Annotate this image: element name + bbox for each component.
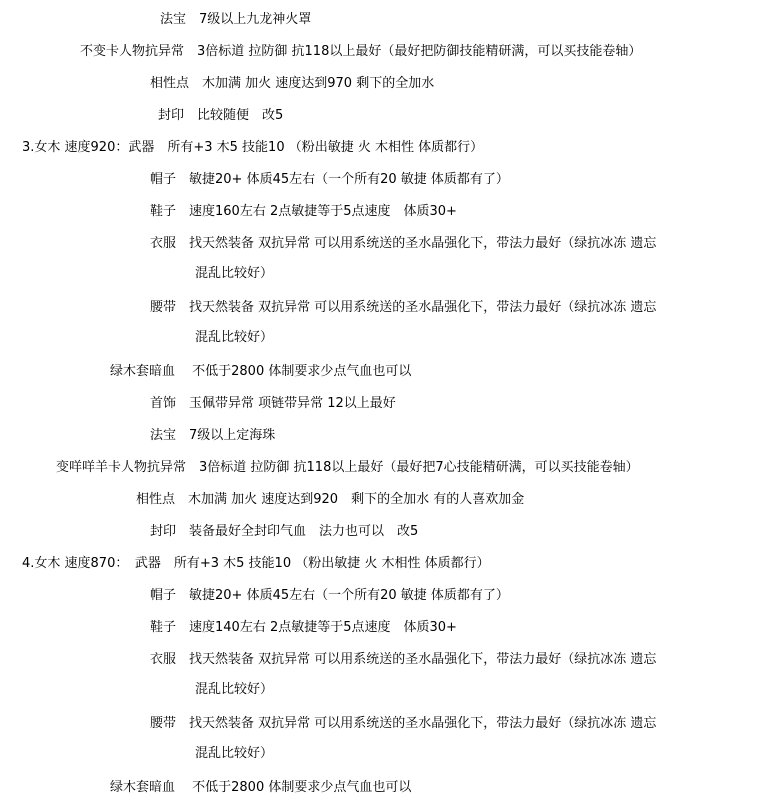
section-heading: 4.女木 速度870： 武器 所有+3 木5 技能10 （粉出敏捷 火 木相性 体质都行） (22, 556, 490, 571)
text-line: 腰带 找天然装备 双抗异常 可以用系统送的圣水晶强化下，带法力最好（绿抗冰冻 遗忘 (150, 716, 657, 731)
text-line: 帽子 敏捷20+ 体质45左右（一个所有20 敏捷 体质都有了） (150, 172, 509, 187)
text-line: 衣服 找天然装备 双抗异常 可以用系统送的圣水晶强化下，带法力最好（绿抗冰冻 遗忘 (150, 236, 657, 251)
text-line: 法宝 7级以上定海珠 (150, 428, 276, 443)
text-line: 法宝 7级以上九龙神火罩 (160, 12, 312, 27)
text-line: 绿木套暗血 不低于2800 体制要求少点气血也可以 (110, 364, 412, 379)
text-line: 腰带 找天然装备 双抗异常 可以用系统送的圣水晶强化下，带法力最好（绿抗冰冻 遗忘 (150, 300, 657, 315)
text-line: 不变卡人物抗异常 3倍标道 拉防御 抗118以上最好（最好把防御技能精研满，可以买技能卷轴） (80, 44, 642, 59)
text-line: 首饰 玉佩带异常 项链带异常 12以上最好 (150, 396, 396, 411)
text-line: 混乱比较好） (195, 330, 274, 345)
text-line: 混乱比较好） (195, 266, 274, 281)
text-line: 衣服 找天然装备 双抗异常 可以用系统送的圣水晶强化下，带法力最好（绿抗冰冻 遗忘 (150, 652, 657, 667)
text-line: 相性点 木加满 加火 速度达到970 剩下的全加水 (150, 76, 435, 91)
text-line: 帽子 敏捷20+ 体质45左右（一个所有20 敏捷 体质都有了） (150, 588, 509, 603)
text-line: 混乱比较好） (195, 746, 274, 761)
text-line: 封印 装备最好全封印气血 法力也可以 改5 (150, 524, 419, 539)
text-line: 相性点 木加满 加火 速度达到920 剩下的全加水 有的人喜欢加金 (136, 492, 525, 507)
text-line: 变咩咩羊卡人物抗异常 3倍标道 拉防御 抗118以上最好（最好把7心技能精研满，可以买技能卷轴） (56, 460, 639, 475)
text-line: 绿木套暗血 不低于2800 体制要求少点气血也可以 (110, 780, 412, 795)
text-line: 鞋子 速度140左右 2点敏捷等于5点速度 体质30+ (150, 620, 457, 635)
text-line: 混乱比较好） (195, 682, 274, 697)
section-heading: 3.女木 速度920：武器 所有+3 木5 技能10 （粉出敏捷 火 木相性 体质都行） (22, 140, 484, 155)
text-line: 封印 比较随便 改5 (158, 108, 284, 123)
text-line: 鞋子 速度160左右 2点敏捷等于5点速度 体质30+ (150, 204, 457, 219)
